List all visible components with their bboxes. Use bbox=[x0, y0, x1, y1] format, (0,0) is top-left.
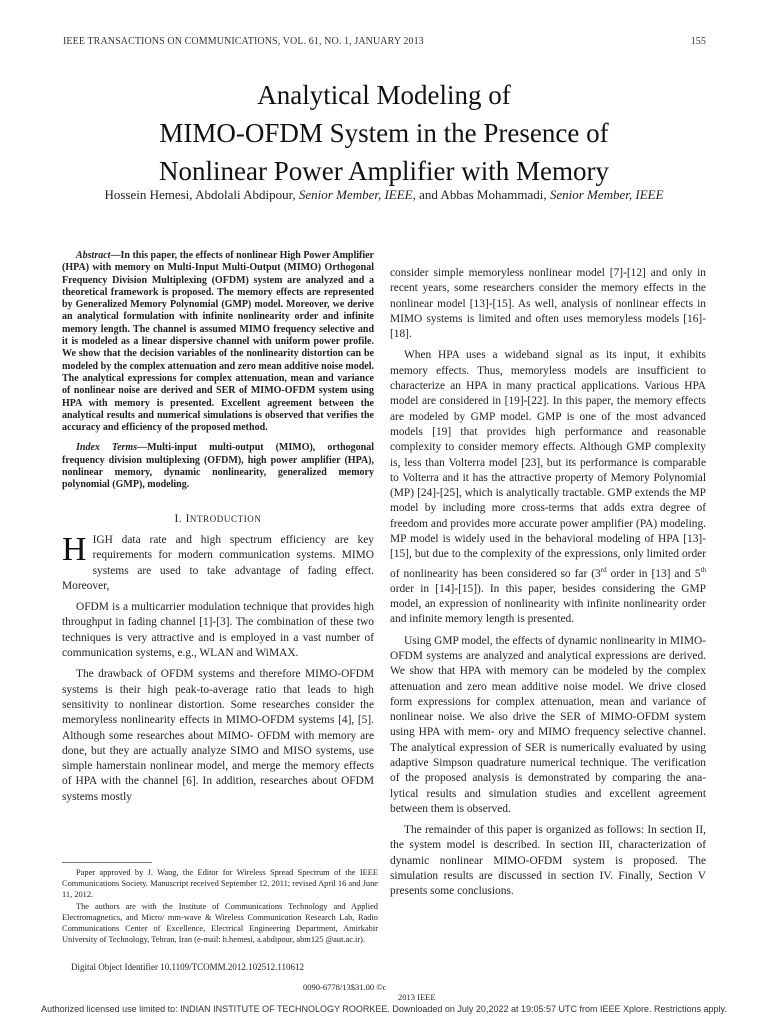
right-paragraph-2 bbox=[390, 348, 706, 627]
index-terms-label: Index Terms bbox=[76, 442, 138, 454]
index-terms-text: —Multi-input multi-output (MIMO), orthogonal frequency division multiplexing (OFDM), high power amplifier (HPA), nonlinear memory, dynamic nonlinearity, generalized memory polynomial (GMP), modeling. bbox=[62, 442, 374, 491]
author-list bbox=[0, 187, 768, 203]
doi-line: Digital Object Identifier 10.1109/TCOMM.2012.102512.110612 bbox=[71, 962, 305, 972]
running-header: IEEE TRANSACTIONS ON COMMUNICATIONS, VOL. 61, NO. 1, JANUARY 2013 bbox=[63, 36, 424, 47]
page-number: 155 bbox=[690, 36, 706, 47]
section-title-rest: NTRODUCTION bbox=[189, 513, 262, 524]
license-notice: Authorized licensed use limited to: INDIAN INSTITUTE OF TECHNOLOGY ROORKEE. Downloaded on July 20,2022 at 19:05:57 UTC from IEEE Xplore. Restrictions apply. bbox=[41, 1004, 727, 1014]
footnote-divider bbox=[62, 862, 152, 863]
right-paragraph-1: consider simple memoryless nonlinear model [7]-[12] and only in recent years, some researchers consider the memory effects in the nonlinear model [13]-[15]. As well, analysis of nonlinear effects in MIMO systems is limited and often uses memoryless models [16]-[18]. bbox=[390, 267, 706, 341]
title-line-2: MIMO-OFDM System in the Presence of bbox=[159, 118, 609, 148]
left-column bbox=[62, 250, 374, 811]
copyright-line: 2013 IEEE bbox=[398, 992, 436, 1002]
author-role-1: Senior Member, IEEE, bbox=[298, 187, 416, 202]
drop-cap: H bbox=[62, 530, 87, 568]
section-numeral: I. bbox=[174, 512, 183, 525]
title-line-1: Analytical Modeling of bbox=[257, 80, 511, 110]
intro-paragraph-3: The drawback of OFDM systems and therefore MIMO-OFDM systems is their high peak-to-average ratio that leads to high sensitivity to nonlinear distortion. Some researches consider the memoryless nonlinearity effects in MIMO-OFDM systems [4], [5]. Although some researches about MIMO- OFDM with memory are done, but they are actually analyze SIMO and MISO systems, use simple hamerstain nonlinear model, and merge the memory effects of HPA with the channel [6]. In addition, researches about OFDM systems mostly bbox=[62, 668, 374, 803]
right-p2-part-c: order in [14]-[15]). In this paper, besides considering the GMP model, an expression of nonlinearity with infinite nonlinearity order and infinite memory length is presented. bbox=[390, 582, 706, 626]
intro-paragraph-1 bbox=[62, 530, 374, 594]
abstract bbox=[62, 250, 374, 434]
abstract-label: Abstract bbox=[76, 250, 111, 261]
index-terms bbox=[62, 442, 374, 491]
right-column bbox=[390, 266, 706, 906]
author-names: Hossein Hemesi, Abdolali Abdipour, bbox=[104, 187, 296, 202]
footnote-affiliation: The authors are with the Institute of Communications Technology and Applied Electromagnetics, and Micro/ mm-wave & Wireless Communication Research Lab, Radio Communications Center of Excellence, Electrical Engineering Department, Amirkabir University of Technology, Tehran, Iran (e-mail: h.hemesi, a.abdipour, abm125 @aut.ac.ir). bbox=[62, 902, 378, 944]
author-role-2: Senior Member, IEEE bbox=[549, 187, 664, 202]
intro-p1-text: IGH data rate and high spectrum efficiency are key requirements for modern communication systems. MIMO systems are used to take advantage of fading effect. Moreover, bbox=[62, 533, 374, 592]
superscript-rd: rd bbox=[600, 565, 607, 574]
footnote-approval: Paper approved by J. Wang, the Editor for Wireless Spread Spectrum of the IEEE Communications Society. Manuscript received September 12, 2011; revised April 16 and June 11, 2012. bbox=[62, 868, 378, 899]
superscript-th: th bbox=[700, 565, 707, 574]
section-heading-introduction bbox=[62, 512, 374, 527]
right-paragraph-3: Using GMP model, the effects of dynamic nonlinearity in MIMO-OFDM systems are analyzed and analytical expressions are derived. We show that HPA with memory can be modeled by the complex attenuation and zero mean additive noise model. We drive closed form expressions for complex attenuation, mean and variance of nonlinear noise. We also drive the SER of MIMO-OFDM system using HPA with mem- ory and MIMO frequency selective channel. The analytical expression of SER is numerically evaluated by using adaptive Simpson quadrature numerical technique. The verification of the proposed analysis is demonstrated by comparing the ana- lytical results and simulation studies and excellent agreement between them is observed. bbox=[390, 634, 706, 815]
right-p2-part-a: When HPA uses a wideband signal as its input, it exhibits memory effects. Thus, memoryless models are insufficient to characterize an HPA in many practical applications. Various HPA model are considered in [19]-[22]. In this paper, the memory effects are modeled by GMP model. GMP is one of the most advanced models [19] that provides high performance and reasonable complexity to consider memory effects. Although GMP complexity is, less than Volterra model [23], but its performance is comparable to Volterra and it has the attractive property of Memory Polynomial (MP) [24]-[25], which is analytically tractable. GMP extends the MP model by including more cross-terms that adds extra degree of freedom and provides more accurate power amplifier (PA) modeling. MP model is widely used in the behavioral modeling of HPA [13]-[15], but due to the complexity of the expressions, only limited order of nonlinearity has been considered so far (3 bbox=[390, 349, 706, 580]
section-title-first: I bbox=[185, 512, 190, 525]
paper-title bbox=[0, 76, 768, 190]
title-line-3: Nonlinear Power Amplifier with Memory bbox=[159, 156, 609, 186]
abstract-text: —In this paper, the effects of nonlinear High Power Amplifier (HPA) with memory on Multi-Input Multi-Output (MIMO) Orthogonal Frequency Division Multiplexing (OFDM) system are analyzed and a theoretical framework is proposed. The memory effects are represented by Generalized Memory Polynomial (GMP) model. Moreover, we derive an analytical formulation with infinite nonlinearity order and infinite memory length. The channel is assumed MIMO frequency selective and it is modeled as a linear dispersive channel with uniform power profile. We show that the decision variables of the nonlinearity distortion can be modeled by the complex attenuation and zero mean additive noise model. The analytical expressions for complex attenuation, mean and variance of nonlinear noise are derived and SER of MIMO-OFDM system using HPA with memory is presented. Excellent agreement between the analytical results and numerical simulations is observed that verifies the accuracy and efficiency of the proposed method. bbox=[62, 250, 374, 434]
footnote bbox=[62, 867, 378, 945]
author-and: and Abbas Mohammadi, bbox=[419, 187, 547, 202]
issn-line: 0090-6778/13$31.00 ©c bbox=[303, 982, 387, 992]
right-p2-part-b: order in [13] and 5 bbox=[606, 567, 701, 580]
right-paragraph-4: The remainder of this paper is organized as follows: In section II, the system model is described. In section III, characterization of dynamic nonlinear MIMO-OFDM system is proposed. The simulation results are discussed in section IV. Finally, Section V presents some conclusions. bbox=[390, 824, 706, 898]
intro-paragraph-2: OFDM is a multicarrier modulation technique that provides high throughput in fading channel [1]-[3]. The combination of these two techniques is very attractive and is employed in a vast number of communication systems, e.g., WLAN and WiMAX. bbox=[62, 601, 374, 660]
